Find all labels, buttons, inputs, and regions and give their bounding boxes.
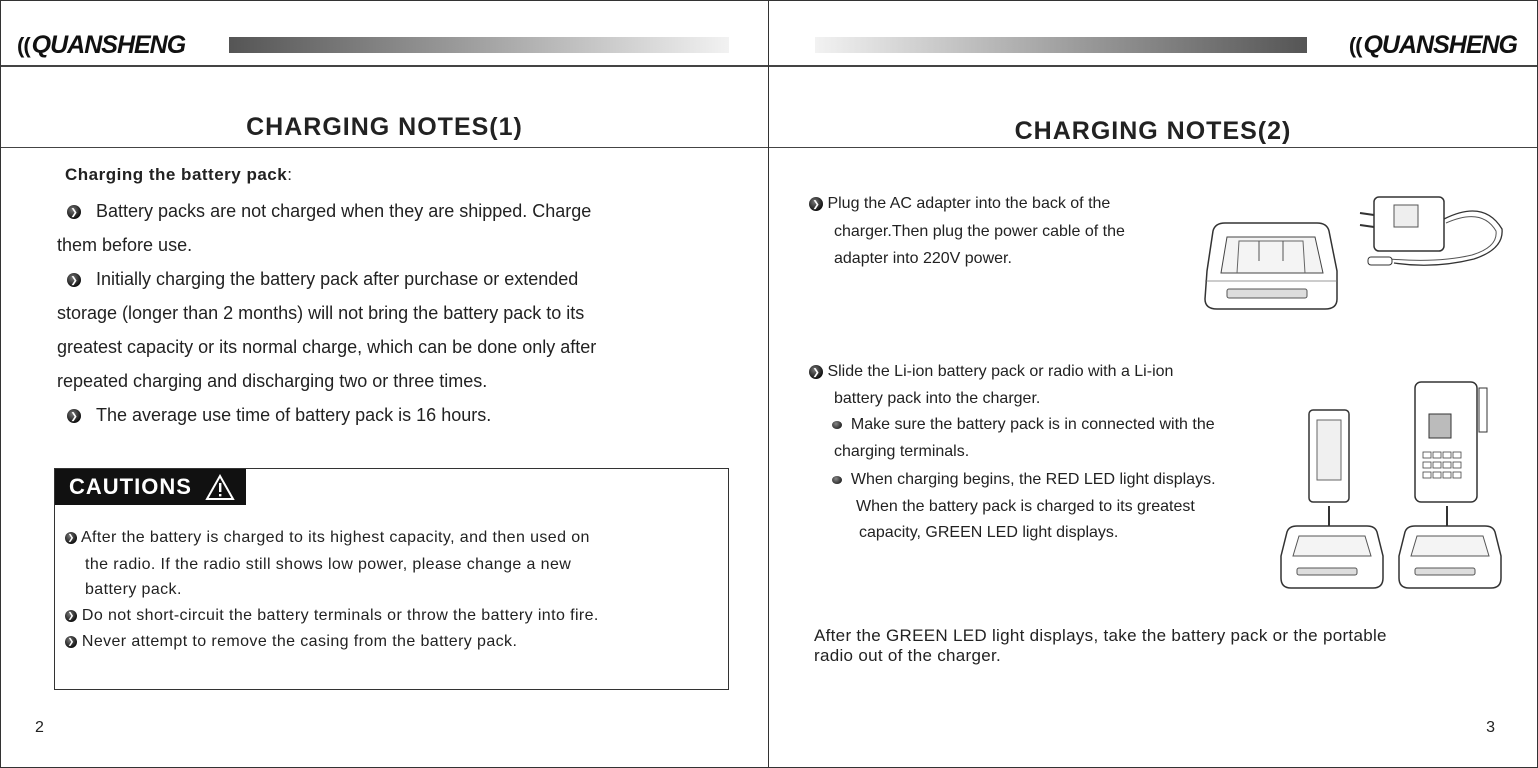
text-line: battery pack. xyxy=(85,581,182,598)
text-line: them before use. xyxy=(57,235,193,255)
bullet-arrow-icon: ❯ xyxy=(67,273,81,287)
bullet-arrow-icon: ❯ xyxy=(809,197,823,211)
page-header xyxy=(769,1,1537,67)
list-item: ❯ Initially charging the battery pack after purchase or extended xyxy=(67,269,578,290)
text-line: radio out of the charger. xyxy=(814,646,1002,665)
text-line: charging terminals. xyxy=(834,443,970,460)
list-item: ❯ The average use time of battery pack is 16 hours. xyxy=(67,405,491,426)
text-line: After the GREEN LED light displays, take the battery pack or the portable xyxy=(814,626,1387,645)
battery-insert-illustration xyxy=(1277,406,1387,596)
title-divider xyxy=(769,147,1537,148)
text-line: adapter into 220V power. xyxy=(834,250,1012,267)
bullet-dot-icon xyxy=(832,421,842,429)
caution-item: ❯ Never attempt to remove the casing from the battery pack. xyxy=(65,633,517,651)
bullet-arrow-icon: ❯ xyxy=(809,365,823,379)
text-line: greatest capacity or its normal charge, which can be done only after xyxy=(57,337,597,357)
list-item: Make sure the battery pack is in connected with the xyxy=(832,416,1215,434)
logo-mark-icon: (( xyxy=(17,33,30,58)
charger-cradle-illustration xyxy=(1199,211,1344,315)
ac-adapter-illustration xyxy=(1354,189,1509,277)
text-line: the radio. If the radio still shows low power, please change a new xyxy=(85,556,572,573)
bullet-dot-icon xyxy=(832,476,842,484)
header-gradient-bar xyxy=(229,37,729,53)
brand-logo: ((QUANSHENG xyxy=(1348,31,1517,59)
title-divider xyxy=(1,147,768,148)
page-3 xyxy=(768,0,1538,768)
header-gradient-bar xyxy=(815,37,1307,53)
text-line: capacity, GREEN LED light displays. xyxy=(859,524,1119,541)
caution-item: ❯ After the battery is charged to its highest capacity, and then used on xyxy=(65,529,590,547)
text-line: battery pack into the charger. xyxy=(834,390,1041,407)
radio-insert-illustration xyxy=(1395,374,1505,596)
page-title: CHARGING NOTES(1) xyxy=(246,113,523,141)
logo-mark-icon: (( xyxy=(1348,33,1362,58)
brand-logo: ((QUANSHENG xyxy=(17,31,186,59)
caution-item: ❯ Do not short-circuit the battery terminals or throw the battery into fire. xyxy=(65,607,599,625)
cautions-box xyxy=(54,468,729,690)
bullet-arrow-icon: ❯ xyxy=(67,409,81,423)
page-number: 2 xyxy=(35,719,44,736)
text-line: charger.Then plug the power cable of the xyxy=(834,223,1125,240)
warning-triangle-icon xyxy=(205,474,235,501)
bullet-arrow-icon: ❯ xyxy=(67,205,81,219)
text-line: repeated charging and discharging two or three times. xyxy=(57,371,488,391)
bullet-arrow-icon: ❯ xyxy=(65,532,77,544)
list-item: ❯ Plug the AC adapter into the back of the xyxy=(809,195,1110,213)
bullet-arrow-icon: ❯ xyxy=(65,636,77,648)
page-title: CHARGING NOTES(2) xyxy=(1014,117,1292,145)
section-subtitle: Charging the battery pack: xyxy=(65,165,293,184)
bullet-arrow-icon: ❯ xyxy=(65,610,77,622)
cautions-label: CAUTIONS xyxy=(55,469,246,505)
list-item: ❯ Battery packs are not charged when they are shipped. Charge xyxy=(67,201,591,222)
text-line: storage (longer than 2 months) will not bring the battery pack to its xyxy=(57,303,585,323)
text-line: When the battery pack is charged to its greatest xyxy=(856,498,1195,515)
list-item: When charging begins, the RED LED light displays. xyxy=(832,471,1216,489)
page-number: 3 xyxy=(1486,719,1495,736)
page-header xyxy=(1,1,768,67)
list-item: ❯ Slide the Li-ion battery pack or radio with a Li-ion xyxy=(809,363,1173,381)
